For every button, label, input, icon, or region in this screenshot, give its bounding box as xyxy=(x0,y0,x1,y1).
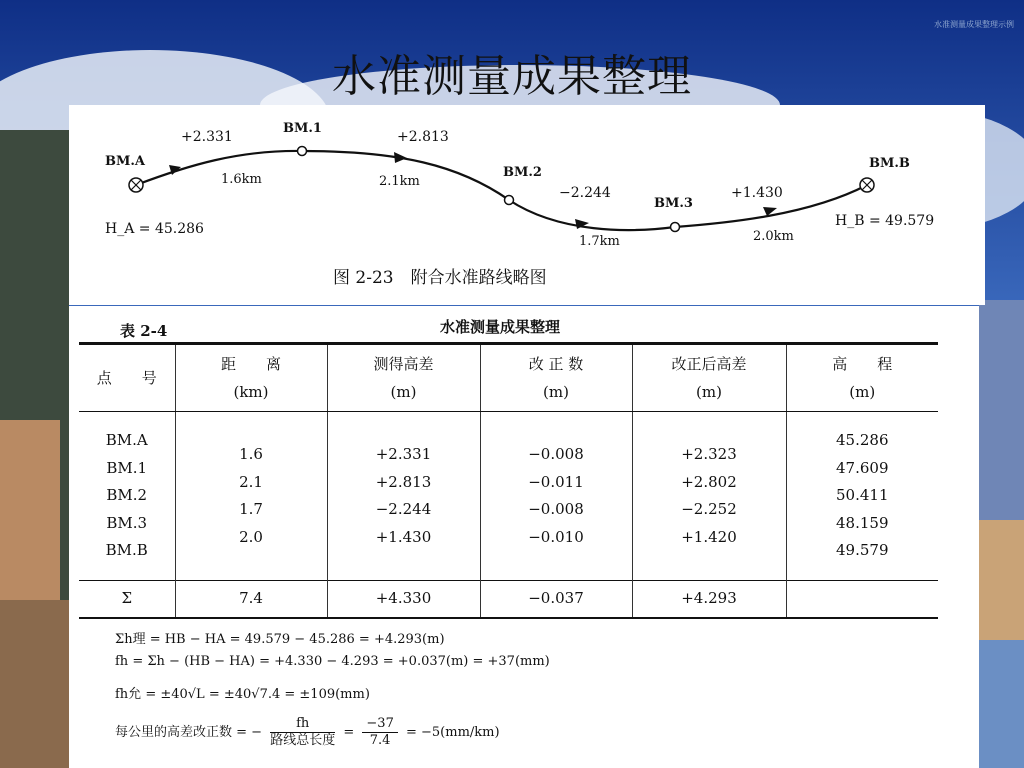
label-bm2: BM.2 xyxy=(503,165,542,180)
formula-allowable: fh允 = ±40√L = ±40√7.4 = ±109(mm) xyxy=(115,687,370,702)
label-bm-b: BM.B xyxy=(869,156,910,171)
results-table xyxy=(79,342,938,619)
cell-point: BM.1 xyxy=(106,458,148,477)
fraction-1: $\frac{fh}{\text{路线总长度}}$ xyxy=(270,716,336,748)
benchmark-a-icon xyxy=(129,178,143,192)
cell-corrected: +1.420 xyxy=(681,527,737,546)
table-body-row xyxy=(79,412,938,581)
col-corrections xyxy=(480,412,632,581)
point-bm3-marker xyxy=(671,223,680,232)
cell-elevation: 45.286 xyxy=(836,431,889,450)
cell-measured: +2.813 xyxy=(375,472,432,491)
cell-point: BM.B xyxy=(105,541,148,560)
label-height-a: H_A = 45.286 xyxy=(105,221,204,237)
table-caption: 表 2-4 xyxy=(120,322,168,340)
cell-point: BM.2 xyxy=(106,486,148,505)
cell-distance: 2.0 xyxy=(239,527,263,546)
cell-measured: −2.244 xyxy=(375,500,432,518)
formula-misclosure: fh = Σh − (HB − HA) = +4.330 − 4.293 = +0.037(m) = +37(mm) xyxy=(115,654,550,669)
fraction-2: $\frac{-37}{7.4}$ xyxy=(362,716,397,749)
cell-corrected: +2.323 xyxy=(681,445,737,463)
col-corrected xyxy=(632,412,786,581)
cell-corrected: +2.802 xyxy=(681,472,737,491)
table-title: 水准测量成果整理 xyxy=(439,318,560,336)
cell-elevation: 48.159 xyxy=(836,513,889,532)
slide-corner-label: 水准测量成果整理示例 xyxy=(934,20,1014,29)
header-point: 点 号 xyxy=(79,344,175,412)
sum-distance: 7.4 xyxy=(175,581,327,619)
cell-correction: −0.008 xyxy=(528,500,584,518)
leg2-dist: 2.1km xyxy=(379,174,420,189)
cell-point: BM.A xyxy=(105,431,148,450)
cell-elevation: 47.609 xyxy=(836,458,889,477)
benchmark-b-icon xyxy=(860,178,874,192)
header-measured: 测得高差 (m) xyxy=(327,344,480,412)
table-header-row xyxy=(79,344,938,412)
label-bm1: BM.1 xyxy=(283,121,322,136)
leg1-diff: +2.331 xyxy=(181,129,233,145)
cell-corrected: −2.252 xyxy=(681,500,737,518)
formula-correction-per-km: 每公里的高差改正数 = − $\frac{fh}{\text{路线总长度}}$ = $\frac{-37}{7.4}$ = −5(mm/km) xyxy=(115,716,500,748)
point-bm2-marker xyxy=(505,196,514,205)
header-distance: 距 离 (km) xyxy=(175,344,327,412)
leg2-diff: +2.813 xyxy=(397,129,449,145)
cell-elevation: 49.579 xyxy=(836,541,889,560)
header-correction: 改 正 数 (m) xyxy=(480,344,632,412)
table-sum-row xyxy=(79,581,938,619)
point-bm1-marker xyxy=(298,147,307,156)
cell-measured: +2.331 xyxy=(375,445,432,463)
col-elevations xyxy=(786,412,938,581)
cell-correction: −0.008 xyxy=(528,445,584,463)
leg4-dist: 2.0km xyxy=(753,229,794,244)
col-measured xyxy=(327,412,480,581)
formula-theoretical-sum: Σh理 = HB − HA = 49.579 − 45.286 = +4.293(m) xyxy=(115,632,445,647)
diagram-caption: 图 2-23 附合水准路线略图 xyxy=(333,268,547,288)
route-diagram-panel xyxy=(69,105,985,305)
label-bm-a: BM.A xyxy=(105,154,145,169)
route-diagram xyxy=(69,105,985,305)
sum-symbol: Σ xyxy=(79,581,175,619)
label-bm3: BM.3 xyxy=(654,196,693,211)
leg4-diff: +1.430 xyxy=(731,185,783,201)
header-elevation: 高 程 (m) xyxy=(786,344,938,412)
page-title: 水准测量成果整理 xyxy=(332,51,692,102)
cell-measured: +1.430 xyxy=(375,527,432,546)
leg1-dist: 1.6km xyxy=(221,172,262,187)
leg3-diff: −2.244 xyxy=(559,185,611,201)
col-points xyxy=(79,412,175,581)
header-corrected: 改正后高差 (m) xyxy=(632,344,786,412)
sum-correction: −0.037 xyxy=(480,581,632,619)
cell-correction: −0.010 xyxy=(528,527,584,546)
leg3-dist: 1.7km xyxy=(579,234,620,249)
cell-point: BM.3 xyxy=(106,513,148,532)
col-distances xyxy=(175,412,327,581)
cell-correction: −0.011 xyxy=(528,472,584,491)
cell-elevation: 50.411 xyxy=(836,486,889,505)
cell-distance: 1.7 xyxy=(239,500,263,518)
sum-measured: +4.330 xyxy=(327,581,480,619)
sum-elevation xyxy=(786,581,938,619)
cell-distance: 2.1 xyxy=(239,472,263,491)
label-height-b: H_B = 49.579 xyxy=(835,213,935,229)
cell-distance: 1.6 xyxy=(239,445,263,463)
arrow-icon xyxy=(394,152,407,163)
sum-corrected: +4.293 xyxy=(632,581,786,619)
